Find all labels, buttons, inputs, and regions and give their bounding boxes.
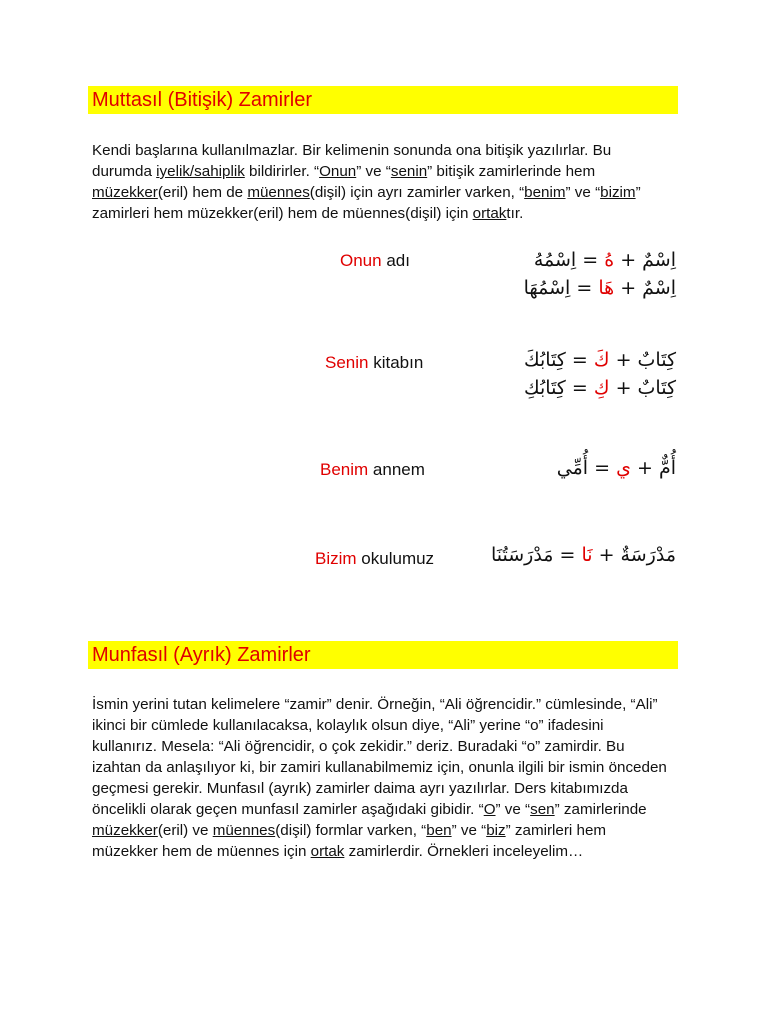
example-bizim-label bbox=[315, 548, 434, 570]
arabic-suffix: هُ bbox=[604, 249, 615, 271]
example-senin-label bbox=[325, 352, 423, 374]
section-heading-muttasil: Muttasıl (Bitişik) Zamirler bbox=[88, 86, 678, 114]
text: ” zamirleri hem müzekker hem de müennes için bbox=[92, 822, 607, 860]
underlined-term: müzekker bbox=[92, 822, 158, 839]
underlined-term: Onun bbox=[319, 163, 357, 180]
text: (eril) ve bbox=[157, 822, 213, 839]
arabic-result: = كِتَابُكِ bbox=[523, 377, 594, 399]
underlined-term: müzekker bbox=[92, 184, 158, 201]
arabic-result: = كِتَابُكَ bbox=[523, 349, 594, 371]
text: zamirlerdir. Örnekleri inceleyelim… bbox=[344, 843, 584, 860]
arabic-suffix: ي bbox=[616, 457, 631, 479]
example-senin-arabic-fem bbox=[524, 374, 676, 402]
example-onun-label bbox=[340, 250, 410, 272]
arabic-base: اِسْمٌ + bbox=[614, 277, 676, 299]
example-bizim-arabic bbox=[491, 541, 676, 569]
text: bildirirler. “ bbox=[244, 163, 320, 180]
text: ” ve “ bbox=[356, 163, 391, 180]
underlined-term: bizim bbox=[600, 184, 636, 201]
underlined-term: ortak bbox=[310, 843, 345, 860]
word: kitabın bbox=[373, 353, 424, 372]
text: Kendi başlarına kullanılmazlar. Bir kelimenin sonunda ona bitişik yazılırlar. Bu durumda bbox=[92, 142, 612, 180]
text: ” bitişik zamirlerinde hem bbox=[427, 163, 596, 180]
pronoun: Onun bbox=[340, 251, 382, 270]
arabic-suffix: كَ bbox=[593, 349, 610, 371]
pronoun: Benim bbox=[320, 460, 369, 479]
text: İsmin yerini tutan kelimelere “zamir” denir. Örneğin, “Ali öğrencidir.” cümlesinde, “Ali” ikinci bir cümlede kullanılacaksa, kolaylık olsun diye, “Ali” yerine “o” ifadesini kullanırız. Mesela: “Ali öğrencidir, o çok zekidir.” deriz. Buradaki “o” zamirdir. Bu izahtan da anlaşılıyor ki, bir zamiri kullanabilmemiz için, onunla ilgili bir ismin önceden geçmesi gerekir. Munfasıl (ayrık) zamirler daima ayrı yazılırlar. Ders kitabımızda öncelikli olarak geçen munfasıl zamirler aşağıdaki gibidir. “ bbox=[92, 696, 667, 818]
example-onun-arabic-masc bbox=[534, 246, 676, 274]
text: ” zamirleri hem müzekker(eril) hem de müennes(dişil) için bbox=[92, 184, 641, 222]
arabic-result: = أُمِّي bbox=[556, 457, 617, 479]
example-onun-arabic-fem bbox=[524, 274, 676, 302]
underlined-term: senin bbox=[390, 163, 428, 180]
text: (dişil) için ayrı zamirler varken, “ bbox=[309, 184, 525, 201]
arabic-suffix: كِ bbox=[593, 377, 610, 399]
text: ” ve “ bbox=[565, 184, 601, 201]
paragraph-muttasil bbox=[92, 140, 672, 224]
underlined-term: sen bbox=[530, 801, 555, 818]
text: (dişil) formlar varken, “ bbox=[275, 822, 427, 839]
underlined-term: biz bbox=[486, 822, 506, 839]
section-heading-munfasil: Munfasıl (Ayrık) Zamirler bbox=[88, 641, 678, 669]
arabic-result: = اِسْمُهَا bbox=[523, 277, 599, 299]
text: ” zamirlerinde bbox=[554, 801, 647, 818]
underlined-term: O bbox=[483, 801, 496, 818]
example-senin-arabic-masc bbox=[524, 346, 676, 374]
text: tır. bbox=[506, 205, 524, 222]
pronoun: Senin bbox=[325, 353, 369, 372]
underlined-term: müennes bbox=[212, 822, 276, 839]
underlined-term: müennes bbox=[247, 184, 310, 201]
arabic-result: = مَدْرَسَتُنَا bbox=[490, 544, 582, 566]
example-benim-label bbox=[320, 459, 425, 481]
example-benim-arabic bbox=[557, 454, 676, 482]
arabic-base: كِتَابٌ + bbox=[609, 377, 676, 399]
arabic-suffix: نَا bbox=[581, 544, 593, 566]
underlined-term: ortak bbox=[472, 205, 507, 222]
underlined-term: benim bbox=[524, 184, 566, 201]
word: okulumuz bbox=[361, 549, 435, 568]
word: annem bbox=[372, 460, 425, 479]
arabic-base: مَدْرَسَةٌ + bbox=[592, 544, 676, 566]
text: ” ve “ bbox=[495, 801, 531, 818]
underlined-term: ben bbox=[426, 822, 452, 839]
arabic-suffix: هَا bbox=[598, 277, 615, 299]
text: ” ve “ bbox=[451, 822, 487, 839]
paragraph-munfasil bbox=[92, 694, 672, 862]
word: adı bbox=[386, 251, 410, 270]
arabic-base: أُمٌّ + bbox=[630, 457, 676, 479]
underlined-term: iyelik/sahiplik bbox=[156, 163, 245, 180]
pronoun: Bizim bbox=[315, 549, 357, 568]
text: (eril) hem de bbox=[157, 184, 248, 201]
arabic-base: اِسْمٌ + bbox=[614, 249, 676, 271]
arabic-base: كِتَابٌ + bbox=[609, 349, 676, 371]
arabic-result: = اِسْمُهُ bbox=[533, 249, 605, 271]
